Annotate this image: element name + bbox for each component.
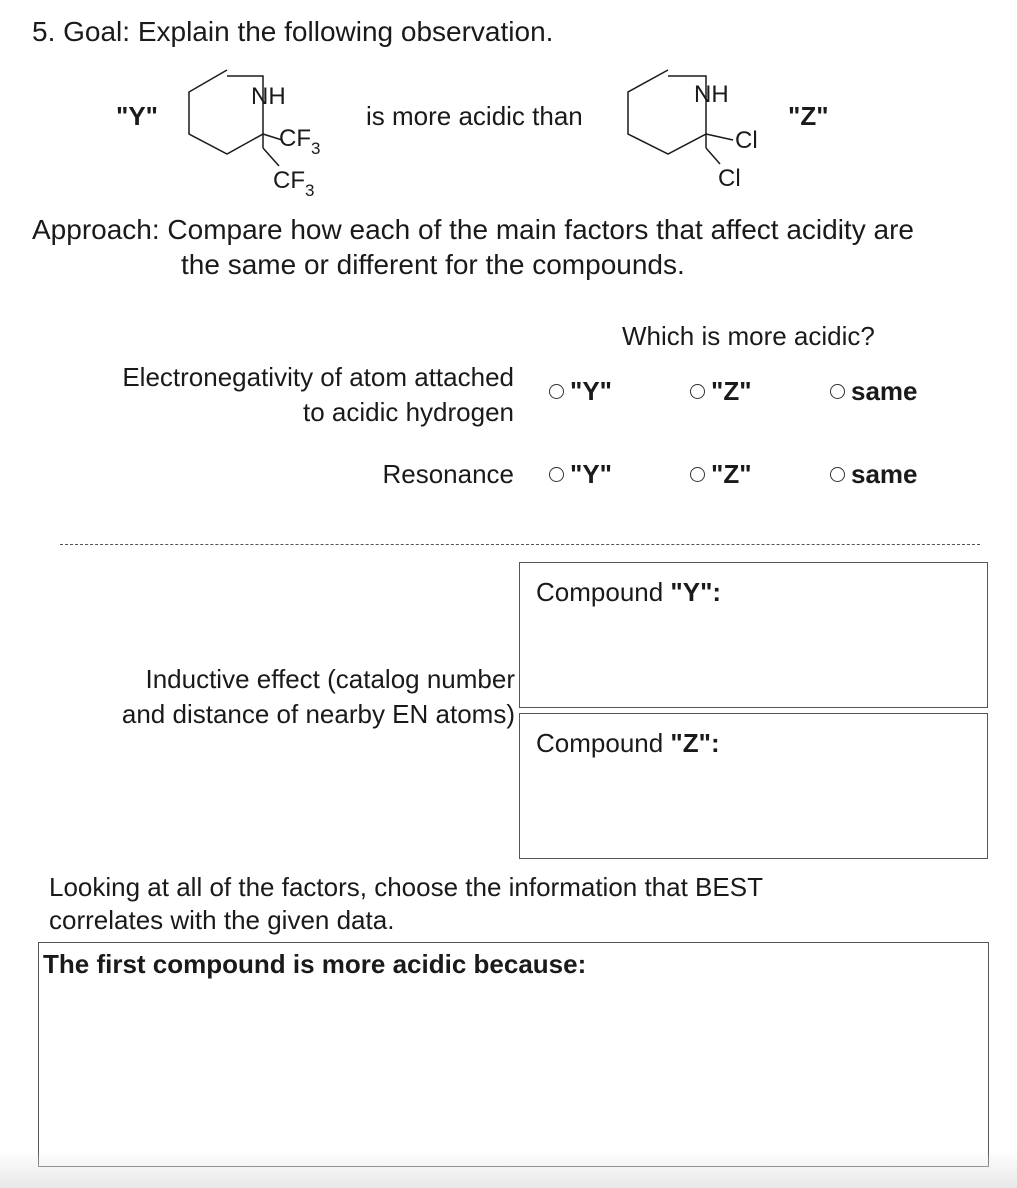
molecule-y-cf3-a: $CF_3$ [279, 125, 321, 158]
section-divider [60, 544, 980, 545]
radio-circle-icon[interactable] [690, 384, 705, 399]
option-label: same [851, 376, 918, 406]
conclusion-prompt-line-1: Looking at all of the factors, choose the information that BEST [49, 872, 763, 902]
conclusion-answer-box[interactable] [38, 942, 989, 1167]
compound-y-label: "Y" [116, 101, 158, 131]
inductive-label-line-2: and distance of nearby EN atoms) [121, 699, 515, 729]
electronegativity-label-line-1: Electronegativity of atom attached [122, 362, 514, 392]
resonance-option-y[interactable] [549, 459, 612, 490]
molecule-z-bond-c [706, 148, 720, 164]
radio-circle-icon[interactable] [830, 384, 845, 399]
option-label: "Y" [570, 459, 612, 489]
molecule-z-bond-a [706, 134, 733, 140]
option-label: same [851, 459, 918, 489]
option-label: "Z" [711, 459, 752, 489]
molecule-z-cl-a: Cl [735, 127, 758, 154]
approach-line-2: the same or different for the compounds. [181, 249, 685, 280]
electronegativity-option-same[interactable] [830, 376, 918, 407]
electronegativity-option-y[interactable] [549, 376, 612, 407]
option-label: "Z" [711, 376, 752, 406]
conclusion-prompt-line-2: correlates with the given data. [49, 905, 395, 935]
compound-z-answer-box[interactable] [519, 713, 988, 859]
resonance-option-same[interactable] [830, 459, 918, 490]
electronegativity-option-z[interactable] [690, 376, 752, 407]
radio-circle-icon[interactable] [830, 467, 845, 482]
option-label: "Y" [570, 376, 612, 406]
molecule-z-nh: NH [694, 81, 729, 108]
inductive-label-line-1: Inductive effect (catalog number [145, 664, 515, 694]
conclusion-prompt [49, 871, 763, 937]
electronegativity-label-line-2: to acidic hydrogen [302, 397, 514, 427]
bottom-edge-shade [0, 1150, 1017, 1188]
molecule-z-cl-b: Cl [718, 165, 741, 192]
compound-z-box-label: Compound "Z": [536, 728, 720, 758]
conclusion-answer-header: The first compound is more acidic because: [43, 949, 587, 979]
molecule-y-cf3-b: $CF_3$ [273, 167, 315, 200]
resonance-label: Resonance [382, 459, 514, 489]
radio-circle-icon[interactable] [549, 467, 564, 482]
comparison-text: is more acidic than [366, 101, 583, 131]
radio-circle-icon[interactable] [690, 467, 705, 482]
molecule-z-structure [620, 60, 800, 200]
compound-y-box-label: Compound "Y": [536, 577, 722, 607]
molecule-y-structure [175, 60, 385, 200]
inductive-effect-label [122, 662, 515, 732]
resonance-option-z[interactable] [690, 459, 752, 490]
question-title: 5. Goal: Explain the following observation. [32, 16, 554, 47]
radio-circle-icon[interactable] [549, 384, 564, 399]
molecule-y-nh: NH [251, 83, 286, 110]
electronegativity-label [122, 360, 514, 430]
which-more-acidic-header: Which is more acidic? [622, 321, 875, 351]
molecule-y-bond-c [263, 148, 279, 166]
compound-y-answer-box[interactable] [519, 562, 988, 708]
compound-z-label: "Z" [788, 101, 829, 131]
approach-line-1: Approach: Compare how each of the main factors that affect acidity are [32, 214, 914, 245]
